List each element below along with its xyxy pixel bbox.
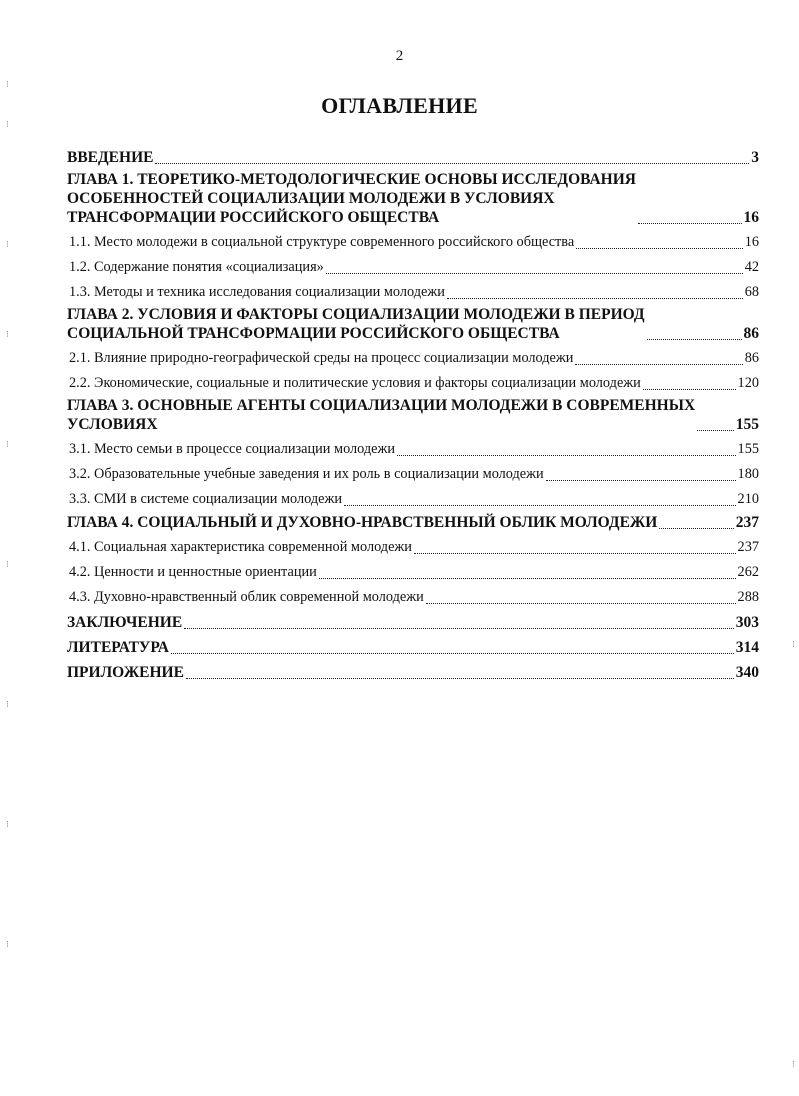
toc-entry-label: 3.3. СМИ в системе социализации молодежи [69, 491, 342, 507]
dot-leader [319, 577, 736, 579]
toc-entry-label: ГЛАВА 1. ТЕОРЕТИКО-МЕТОДОЛОГИЧЕСКИЕ ОСНОВЫ ИССЛЕДОВАНИЯ ОСОБЕННОСТЕЙ СОЦИАЛИЗАЦИИ МОЛОДЕЖИ В УСЛОВИЯХ ТРАНСФОРМАЦИИ РОССИЙСКОГО ОБЩЕСТВА [67, 171, 636, 226]
toc-entry-page: 68 [744, 284, 759, 300]
page-number: 2 [395, 48, 404, 64]
toc-entry-label: 4.2. Ценности и ценностные ориентации [69, 564, 317, 580]
toc-entry-page: 340 [735, 664, 759, 681]
dot-leader [397, 454, 736, 456]
toc-chapter-entry [67, 305, 759, 343]
toc-section-entry [67, 373, 759, 393]
toc-entry-page: 3 [751, 149, 759, 166]
toc-entry-label: 4.1. Социальная характеристика современной молодежи [69, 539, 412, 555]
toc-entry-page: 314 [735, 639, 759, 656]
scan-mark: ⁝ [6, 699, 9, 709]
scan-mark: ⁝ [792, 1059, 795, 1069]
toc-entry-page: 42 [744, 259, 759, 275]
toc-entry-label: 3.1. Место семьи в процессе социализации молодежи [69, 441, 396, 457]
toc-section-entry [67, 232, 759, 252]
toc-section-entry [67, 587, 759, 607]
scan-mark: ⁝ [6, 939, 9, 949]
scan-mark: ⁝ [6, 439, 9, 449]
dot-leader [186, 677, 734, 679]
toc-entry-page: 155 [737, 441, 759, 457]
toc-entry-page: 237 [735, 514, 759, 531]
scan-mark: ⁝ [6, 239, 9, 249]
toc-entry-label: 2.2. Экономические, социальные и политические условия и факторы социализации молодежи [69, 375, 641, 391]
dot-leader [643, 388, 736, 390]
dot-leader [697, 429, 734, 431]
toc-entry-page: 288 [737, 589, 759, 605]
toc-entry-label: ГЛАВА 4. СОЦИАЛЬНЫЙ И ДУХОВНО-НРАВСТВЕННЫЙ ОБЛИК МОЛОДЕЖИ [67, 514, 658, 531]
toc-entry-page: 262 [737, 564, 759, 580]
toc-chapter-entry [67, 513, 759, 532]
dot-leader [155, 162, 749, 164]
toc-chapter-entry [67, 148, 759, 167]
scan-mark: ⁝ [6, 559, 9, 569]
dot-leader [184, 627, 734, 629]
dot-leader [575, 363, 742, 365]
toc-entry-page: 16 [743, 209, 759, 226]
toc-entry-label: ЛИТЕРАТУРА [67, 639, 169, 656]
scan-mark: ⁝ [6, 329, 9, 339]
toc-entry-label: 1.1. Место молодежи в социальной структуре современного российского общества [69, 234, 575, 250]
toc-entry-label: 1.2. Содержание понятия «социализация» [69, 259, 324, 275]
toc-section-entry [67, 562, 759, 582]
toc-chapter-entry [67, 613, 759, 632]
toc-entry-page: 86 [743, 325, 759, 342]
toc-entry-page: 303 [735, 614, 759, 631]
scan-mark: ⁝ [6, 819, 9, 829]
toc-entry-page: 16 [744, 234, 759, 250]
toc-entry-label: ВВЕДЕНИЕ [67, 149, 154, 166]
toc-entry-label: 1.3. Методы и техника исследования социализации молодежи [69, 284, 445, 300]
scan-mark: ⁝ [792, 639, 795, 649]
toc-section-entry [67, 348, 759, 368]
scan-mark: ⁝ [6, 79, 9, 89]
table-of-contents [67, 144, 759, 682]
toc-entry-label: 2.1. Влияние природно-географической среды на процесс социализации молодежи [69, 350, 574, 366]
toc-section-entry [67, 489, 759, 509]
dot-leader [344, 504, 736, 506]
toc-section-entry [67, 257, 759, 277]
toc-entry-label: ПРИЛОЖЕНИЕ [67, 664, 184, 681]
toc-section-entry [67, 439, 759, 459]
toc-entry-label: ГЛАВА 2. УСЛОВИЯ И ФАКТОРЫ СОЦИАЛИЗАЦИИ МОЛОДЕЖИ В ПЕРИОД СОЦИАЛЬНОЙ ТРАНСФОРМАЦИИ РОССИЙСКОГО ОБЩЕСТВА [67, 306, 645, 342]
toc-chapter-entry [67, 170, 759, 227]
toc-entry-page: 155 [735, 416, 759, 433]
dot-leader [659, 527, 733, 529]
toc-section-entry [67, 464, 759, 484]
toc-entry-page: 180 [737, 466, 759, 482]
dot-leader [326, 272, 743, 274]
toc-section-entry [67, 537, 759, 557]
toc-entry-label: 3.2. Образовательные учебные заведения и их роль в социализации молодежи [69, 466, 544, 482]
scan-mark: ⁝ [6, 119, 9, 129]
toc-entry-label: ЗАКЛЮЧЕНИЕ [67, 614, 183, 631]
toc-entry-label: ГЛАВА 3. ОСНОВНЫЕ АГЕНТЫ СОЦИАЛИЗАЦИИ МОЛОДЕЖИ В СОВРЕМЕННЫХ УСЛОВИЯХ [67, 397, 696, 433]
page-title: ОГЛАВЛЕНИЕ [321, 93, 478, 118]
toc-chapter-entry [67, 663, 759, 682]
dot-leader [546, 479, 736, 481]
toc-entry-page: 210 [737, 491, 759, 507]
toc-entry-page: 237 [737, 539, 759, 555]
dot-leader [647, 338, 742, 340]
dot-leader [638, 222, 742, 224]
dot-leader [426, 602, 736, 604]
dot-leader [171, 652, 734, 654]
toc-section-entry [67, 282, 759, 302]
toc-chapter-entry [67, 396, 759, 434]
dot-leader [414, 552, 736, 554]
dot-leader [576, 247, 743, 249]
toc-entry-page: 120 [737, 375, 759, 391]
dot-leader [447, 297, 743, 299]
toc-chapter-entry [67, 638, 759, 657]
toc-entry-page: 86 [744, 350, 759, 366]
toc-entry-label: 4.3. Духовно-нравственный облик современной молодежи [69, 589, 424, 605]
